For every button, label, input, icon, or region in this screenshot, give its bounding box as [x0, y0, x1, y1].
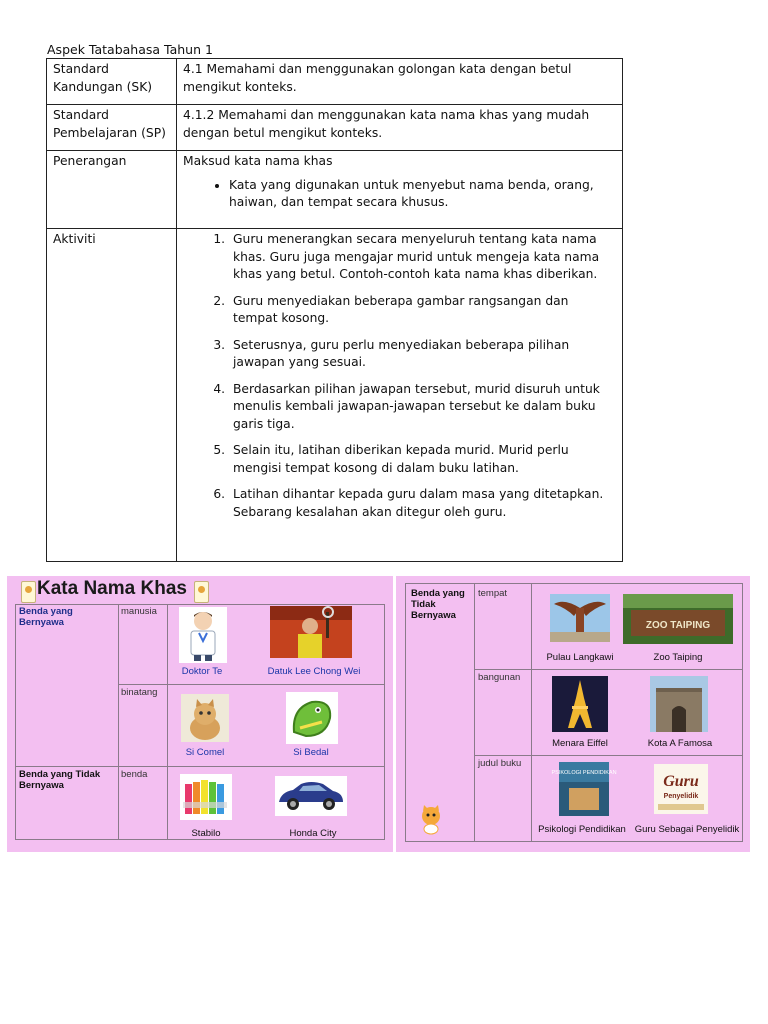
zoo-sign-text: ZOO TAIPING: [645, 620, 711, 631]
sk-text: 4.1 Memahami dan menggunakan golongan kata dengan betul mengikut konteks.: [177, 59, 623, 105]
book2-title: Guru: [663, 773, 699, 790]
sub-judul-buku: judul buku: [478, 758, 522, 769]
sp-text: 4.1.2 Memahami dan menggunakan kata nama khas yang mudah dengan betul mengikut konteks.: [177, 105, 623, 151]
book-guru-image: [654, 764, 708, 814]
highlighter-image: [180, 774, 232, 820]
penerangan-label: Penerangan: [47, 151, 177, 229]
activity-list: [183, 231, 616, 521]
book-psikologi-image: [551, 762, 617, 816]
divider: [474, 583, 475, 842]
sk-label: Standard Kandungan (SK): [47, 59, 177, 105]
category-bernyawa: Benda yang Bernyawa: [19, 606, 73, 628]
eiffel-tower-image: [552, 676, 608, 732]
slide-kata-nama-khas: [7, 576, 393, 852]
scroll-icon: [21, 581, 36, 603]
category-tidak-bernyawa: Benda yang Tidak Bernyawa: [19, 769, 101, 791]
caption: Psikologi Pendidikan: [538, 824, 626, 835]
a-famosa-image: [650, 676, 708, 732]
caption: Pulau Langkawi: [546, 652, 614, 663]
sub-tempat: tempat: [478, 588, 508, 599]
document-title: Aspek Tatabahasa Tahun 1: [47, 42, 213, 57]
caption: Si Bedal: [293, 747, 329, 758]
penerangan-bullet: • Kata yang digunakan untuk menyebut nama benda, orang, haiwan, dan tempat secara khusus.: [229, 177, 616, 212]
caption: Doktor Te: [181, 666, 223, 677]
eagle-statue-image: [550, 594, 610, 642]
caption: Stabilo: [191, 828, 221, 839]
sub-manusia: manusia: [121, 606, 157, 617]
sub-binatang: binatang: [121, 687, 158, 698]
divider: [474, 669, 743, 670]
row-aktiviti: [47, 229, 623, 562]
doctor-image: [179, 607, 227, 663]
activity-item: 4. Berdasarkan pilihan jawapan tersebut, murid disuruh untuk menulis kembali jawapan-jawapan tersebut ke dalam buku garis tiga.: [229, 381, 616, 434]
divider: [118, 684, 385, 685]
caption: Datuk Lee Chong Wei: [267, 666, 361, 677]
aktiviti-cell: [177, 229, 623, 562]
slide-benda-tidak-bernyawa: [396, 576, 750, 852]
zoo-sign-image: [623, 594, 733, 644]
caption: Kota A Famosa: [647, 738, 713, 749]
penerangan-cell: [177, 151, 623, 229]
aktiviti-label: Aktiviti: [47, 229, 177, 562]
divider: [474, 755, 743, 756]
car-image: [275, 776, 347, 816]
scroll-icon: [194, 581, 209, 603]
divider: [167, 604, 168, 840]
caption: Zoo Taiping: [653, 652, 703, 663]
penerangan-heading: Maksud kata nama khas: [183, 154, 333, 168]
book2-subtitle: Penyelidik: [663, 793, 699, 800]
crocodile-image: [286, 692, 338, 744]
divider: [118, 604, 119, 840]
caption: Honda City: [289, 828, 337, 839]
activity-item: 1. Guru menerangkan secara menyeluruh tentang kata nama khas. Guru juga mengajar murid untuk mengeja kata nama khas yang betul. Contoh-contoh kata nama khas diberikan.: [229, 231, 616, 284]
athlete-image: [270, 606, 352, 658]
row-sp: [47, 105, 623, 151]
penerangan-list: [183, 177, 616, 212]
cat-mascot-icon: [418, 804, 444, 834]
sub-bangunan: bangunan: [478, 672, 521, 683]
slide-title: Kata Nama Khas: [37, 578, 187, 599]
caption: Menara Eiffel: [552, 738, 608, 749]
divider: [531, 583, 532, 842]
sub-benda: benda: [121, 769, 148, 780]
activity-item: 2. Guru menyediakan beberapa gambar rangsangan dan tempat kosong.: [229, 293, 616, 328]
row-penerangan: [47, 151, 623, 229]
book1-title: PSIKOLOGI PENDIDIKAN: [551, 770, 617, 776]
activity-item: 6. Latihan dihantar kepada guru dalam masa yang ditetapkan. Sebarang kesalahan akan ditegur oleh guru.: [229, 486, 616, 521]
caption: Si Comel: [185, 747, 225, 758]
kitten-image: [181, 694, 229, 742]
divider: [15, 766, 385, 767]
caption: Guru Sebagai Penyelidik: [634, 824, 740, 835]
row-sk: [47, 59, 623, 105]
activity-item: 5. Selain itu, latihan diberikan kepada murid. Murid perlu mengisi tempat kosong di dalam buku latihan.: [229, 442, 616, 477]
sp-label: Standard Pembelajaran (SP): [47, 105, 177, 151]
lesson-table: [46, 58, 623, 562]
activity-item: 3. Seterusnya, guru perlu menyediakan beberapa pilihan jawapan yang sesuai.: [229, 337, 616, 372]
category-tidak-bernyawa: Benda yang Tidak Bernyawa: [411, 588, 465, 621]
